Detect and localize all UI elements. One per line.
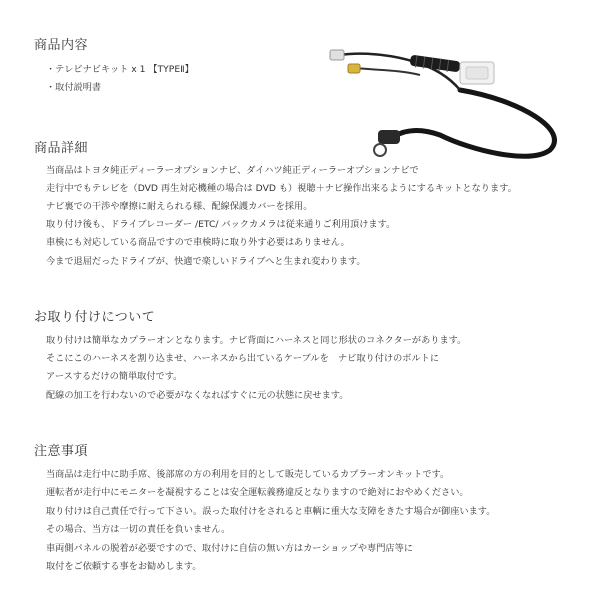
installation-title: お取り付けについて — [34, 310, 156, 325]
details-line: 取り付け後も、ドライブレコーダー /ETC/ バックカメラは従来通りご利用頂けます。 — [46, 219, 396, 230]
contents-item: ・テレビナビキット x 1 【TYPEⅡ】 — [46, 64, 194, 75]
notes-line: 取付をご依頼する事をお勧めします。 — [46, 561, 202, 572]
notes-line: その場合、当方は一切の責任を負いません。 — [46, 524, 231, 535]
notes-line: 取り付けは自己責任で行って下さい。誤った取付けをされると車輌に重大な支障をきたす場合が御座います。 — [46, 506, 496, 517]
details-line: 車検にも対応している商品ですので車検時に取り外す必要はありません。 — [46, 237, 350, 248]
details-line: ナビ裏での干渉や摩擦に耐えられる様、配線保護カバーを採用。 — [46, 201, 313, 212]
notes-title: 注意事項 — [34, 444, 89, 459]
contents-item: ・取付説明書 — [46, 82, 102, 93]
installation-line: 取り付けは簡単なカプラーオンとなります。ナビ背面にハーネスと同じ形状のコネクターがあります。 — [46, 335, 467, 346]
details-title: 商品詳細 — [34, 141, 89, 156]
details-line: 当商品はトヨタ純正ディーラーオプションナビ、ダイハツ純正ディーラーオプションナビで — [46, 165, 419, 176]
notes-line: 運転者が走行中にモニターを凝視することは安全運転義務違反となりますので絶対におやめください。 — [46, 487, 469, 498]
details-line: 今まで退屈だったドライブが、快適で楽しいドライブへと生まれ変わります。 — [46, 256, 366, 267]
installation-line: 配線の加工を行わないので必要がなくなればすぐに元の状態に戻せます。 — [46, 390, 349, 401]
notes-line: 車両側パネルの脱着が必要ですので、取付けに自信の無い方はカーショップや専門店等に — [46, 543, 413, 554]
product-harness-image — [320, 40, 590, 180]
notes-line: 当商品は走行中に助手席、後部席の方の利用を目的として販売しているカプラーオンキットです。 — [46, 469, 450, 480]
details-line: 走行中でもテレビを（DVD 再生対応機種の場合は DVD も）視聴＋ナビ操作出来るようにするキットとなります。 — [46, 183, 517, 194]
installation-line: そこにこのハーネスを割り込ませ、ハーネスから出ているケーブルを ナビ取り付けのボルトに — [46, 353, 440, 364]
contents-title: 商品内容 — [34, 38, 89, 53]
installation-line: アースするだけの簡単取付です。 — [46, 371, 183, 382]
